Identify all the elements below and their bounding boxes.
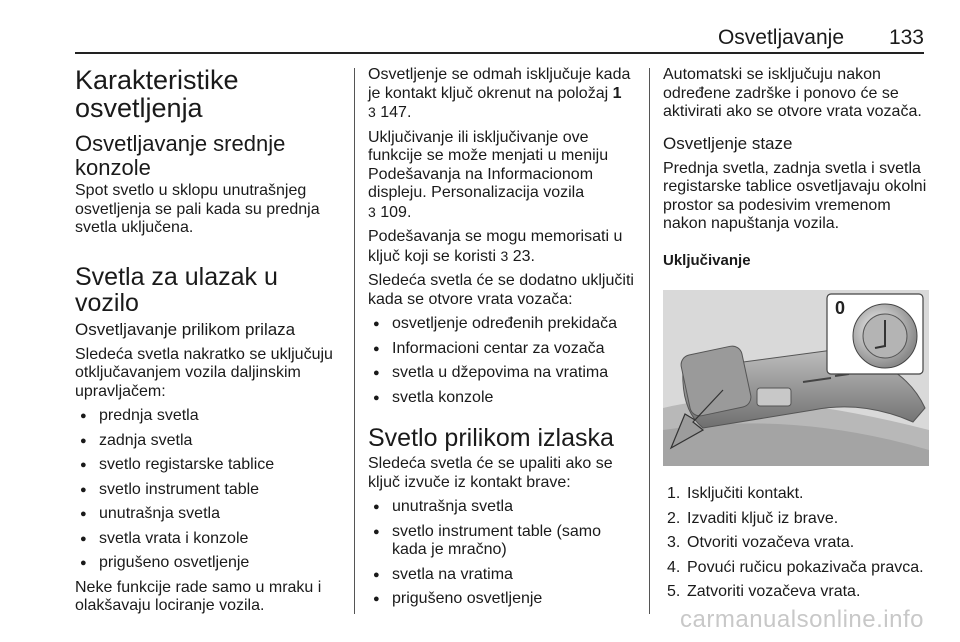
page-number: 133 — [888, 26, 924, 49]
heading-switch-on: Uključivanje — [663, 251, 751, 269]
paragraph-door-lights: Sledeća svetla će se dodatno uključiti kada se otvore vrata vozača: — [368, 272, 634, 308]
paragraph-auto-off: Automatski se isključuju nakon određene zadrške i ponovo će se aktivirati ako se otvore vrata vozača. — [663, 66, 922, 120]
door-light-list — [368, 315, 636, 407]
page-ref-arrow-icon: 3 — [368, 203, 376, 220]
approach-light-list — [75, 407, 343, 573]
list-item: ● Informacioni centar za vozača — [368, 340, 636, 359]
list-item: 5. Zatvoriti vozačeva vrata. — [667, 583, 861, 600]
paragraph-console: Spot svetlo u sklopu unutrašnjeg osvetljenja se pali kada su prednja svetla uključena. — [75, 182, 320, 236]
list-item: 4. Povući ručicu pokazivača pravca. — [667, 558, 924, 576]
paragraph-path-lighting: Prednja svetla, zadnja svetla i svetla registarske tablice osvetljavaju okolni prostor sa podesivim vremenom nakon napuštanja vozila. — [663, 159, 927, 232]
steps-list — [663, 485, 929, 602]
column-1 — [75, 66, 343, 622]
list-item: ● svetla vrata i konzole — [75, 530, 343, 549]
exit-light-list — [368, 498, 636, 609]
list-item: ● svetlo registarske tablice — [75, 456, 343, 475]
list-item: ● svetla na vratima — [368, 566, 636, 585]
heading-path-lighting: Osvetljenje staze — [663, 133, 793, 153]
column-divider — [649, 68, 650, 614]
list-item: 3. Otvoriti vozačeva vrata. — [667, 534, 855, 551]
list-item: ● unutrašnja svetla — [75, 505, 343, 524]
list-item: ● svetlo instrument table (samo kada je mračno) — [368, 523, 636, 560]
heading-approach: Osvetljavanje prilikom prilaza — [75, 319, 296, 339]
list-item: 2. Izvaditi ključ iz brave. — [667, 509, 839, 527]
subsection-heading-entry: Svetla za ulazak u vozilo — [75, 262, 278, 317]
page-ref-arrow-icon: 3 — [500, 247, 509, 264]
paragraph-approach: Sledeća svetla nakratko se uključuju otključavanjem vozila daljinskim upravljačem: — [75, 345, 333, 400]
subsection-heading-exit: Svetlo prilikom izlaska — [368, 424, 614, 452]
list-item: 1. Isključiti kontakt. — [667, 485, 804, 502]
list-item: ● svetla u džepovima na vratima — [368, 364, 636, 383]
watermark: carmanualsonline.info — [680, 606, 924, 633]
list-item: ● osvetljenje određenih prekidača — [368, 315, 636, 334]
paragraph-exit: Sledeća svetla će se upaliti ako se ključ izvuče iz kontakt brave: — [368, 455, 613, 491]
paragraph-settings: Uključivanje ili isključivanje ove funkcije se može menjati u meniju Podešavanja na Informacionom displeju. Personalizacija vozila 3 109. — [368, 128, 609, 221]
list-item: ● svetla konzole — [368, 389, 636, 408]
subsection-heading-console: Osvetljavanje srednje konzole — [75, 131, 286, 180]
paragraph-memorize: Podešavanja se mogu memorisati u ključ koji se koristi 3 23. — [368, 228, 623, 265]
list-item: ● prigušeno osvetljenje — [75, 554, 343, 573]
list-item: ● svetlo instrument table — [75, 481, 343, 500]
paragraph-note: Neke funkcije rade samo u mraku i olakšavaju lociranje vozila. — [75, 578, 322, 614]
list-item: ● unutrašnja svetla — [368, 498, 636, 517]
column-3 — [663, 66, 929, 608]
figure-label-zero: 0 — [835, 297, 846, 318]
chapter-title: Osvetljavanje — [717, 26, 844, 49]
list-item: ● prigušeno osvetljenje — [368, 590, 636, 609]
column-divider — [354, 68, 355, 614]
section-heading: Karakteristike osvetljenja — [75, 65, 239, 123]
column-2 — [368, 66, 636, 615]
page-header — [75, 26, 924, 54]
paragraph-ignition: Osvetljenje se odmah isključuje kada je kontakt ključ okrenut na položaj 1 3 147. — [368, 66, 631, 121]
turn-signal-lever-illustration — [663, 290, 929, 466]
list-item: ● zadnja svetla — [75, 432, 343, 451]
list-item: ● prednja svetla — [75, 407, 343, 426]
page-ref-arrow-icon: 3 — [368, 104, 376, 120]
